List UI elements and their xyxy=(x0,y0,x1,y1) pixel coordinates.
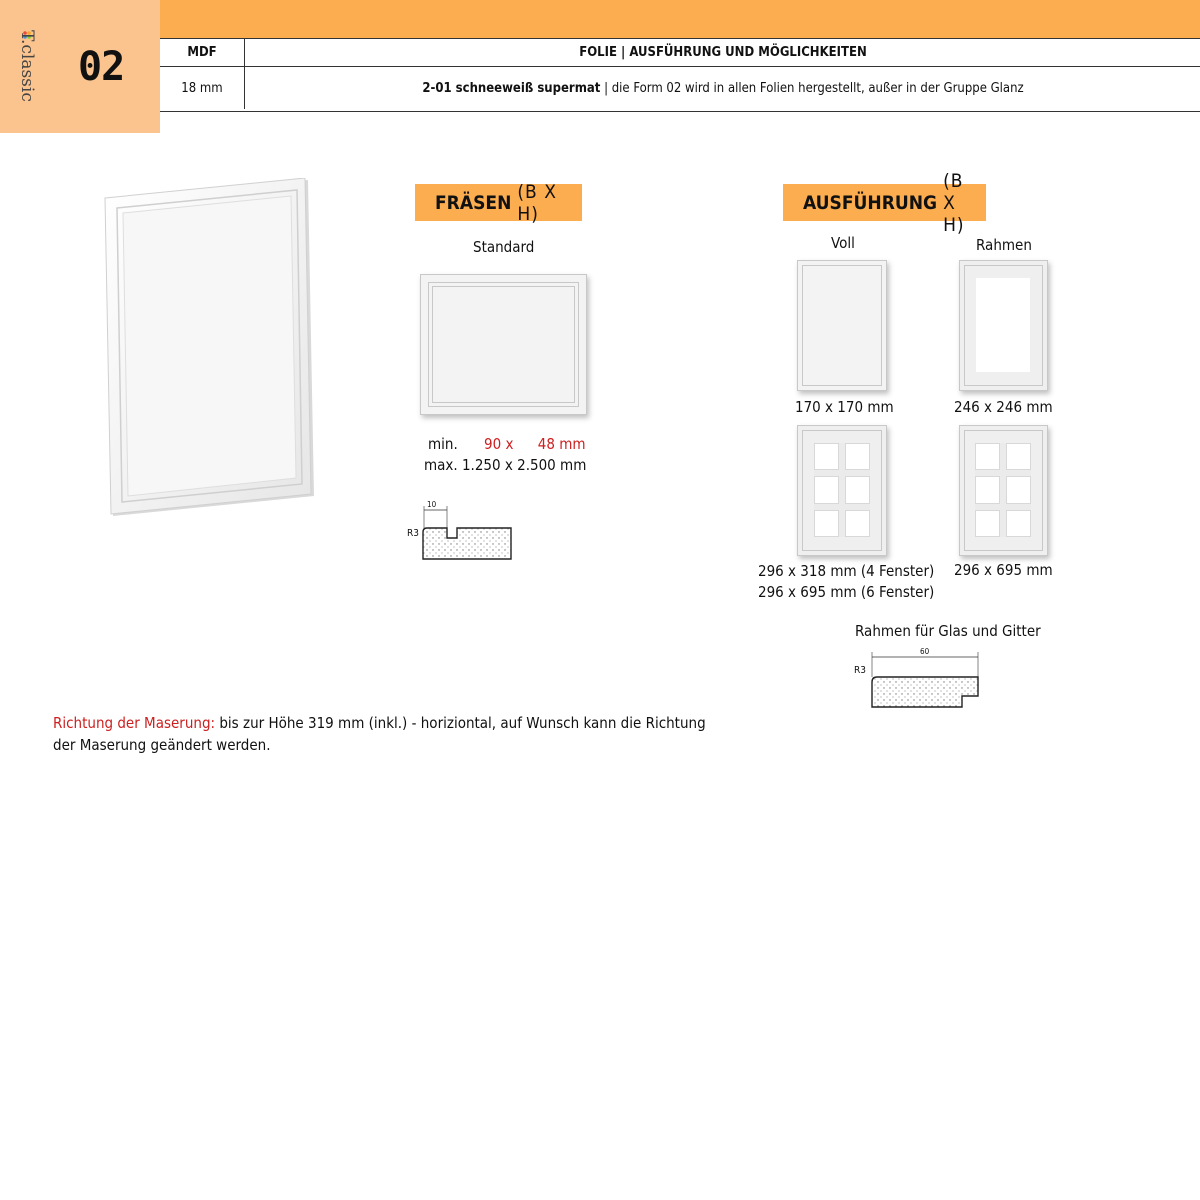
spec-table-header-row xyxy=(160,39,1200,67)
spec-table-value-row xyxy=(160,67,1200,109)
execution-frame-panel xyxy=(959,260,1048,391)
execution-6-window-panel xyxy=(797,425,887,556)
grain-direction-label: Richtung der Maserung: xyxy=(53,714,216,732)
milling-profile-dimension: 10 xyxy=(427,500,437,509)
milling-label: FRÄSEN (B X H) xyxy=(415,184,582,221)
glass-frame-title: Rahmen für Glas und Gitter xyxy=(855,622,1041,640)
door-perspective-image xyxy=(103,178,318,518)
foil-name: 2-01 schneeweiß supermat xyxy=(422,80,601,96)
execution-frame-title: Rahmen xyxy=(976,236,1032,254)
frame-profile-radius: R3 xyxy=(854,665,866,676)
execution-solid-title: Voll xyxy=(831,234,855,252)
milling-min-height: 48 mm xyxy=(537,435,586,453)
milling-profile-radius: R3 xyxy=(407,528,419,539)
foil-description xyxy=(246,67,1200,109)
milling-max-size: max. 1.250 x 2.500 mm xyxy=(424,456,587,474)
milling-profile-icon xyxy=(407,500,517,564)
form-number: 02 xyxy=(78,44,125,90)
foil-note: | die Form 02 wird in allen Folien hergestellt, außer in der Gruppe Glanz xyxy=(600,80,1024,96)
material-thickness: 18 mm xyxy=(160,67,245,109)
execution-window-frame-size: 296 x 695 mm xyxy=(954,561,1053,579)
milling-standard-title: Standard xyxy=(473,238,535,256)
milling-profile-drawing xyxy=(407,500,517,564)
milling-standard-panel xyxy=(420,274,587,415)
brand-name: T.classic xyxy=(17,30,37,102)
frame-profile-dimension: 60 xyxy=(920,647,930,656)
spec-table xyxy=(160,38,1200,112)
execution-window-size-6: 296 x 695 mm (6 Fenster) xyxy=(758,583,935,601)
form-tab xyxy=(0,0,160,133)
frame-profile-drawing xyxy=(852,644,984,712)
milling-min-width: 90 x xyxy=(484,435,514,453)
milling-min-size: min. 90 x 48 mm xyxy=(428,435,586,453)
execution-6-window-frame-panel xyxy=(959,425,1048,556)
execution-solid-size: 170 x 170 mm xyxy=(795,398,894,416)
execution-solid-panel xyxy=(797,260,887,391)
execution-window-size-4: 296 x 318 mm (4 Fenster) xyxy=(758,562,935,580)
execution-frame-size: 246 x 246 mm xyxy=(954,398,1053,416)
grain-direction-text: bis zur Höhe 319 mm (inkl.) - horiziontal, auf Wunsch kann die Richtung der Maserung geändert werden. xyxy=(53,714,706,754)
top-accent-band xyxy=(160,0,1200,38)
foil-header: FOLIE | AUSFÜHRUNG UND MÖGLICHKEITEN xyxy=(579,45,867,60)
grain-direction-note xyxy=(53,712,713,756)
material-header: MDF xyxy=(160,39,245,66)
execution-label: AUSFÜHRUNG (B X H) xyxy=(783,184,986,221)
frame-profile-icon xyxy=(852,644,984,712)
